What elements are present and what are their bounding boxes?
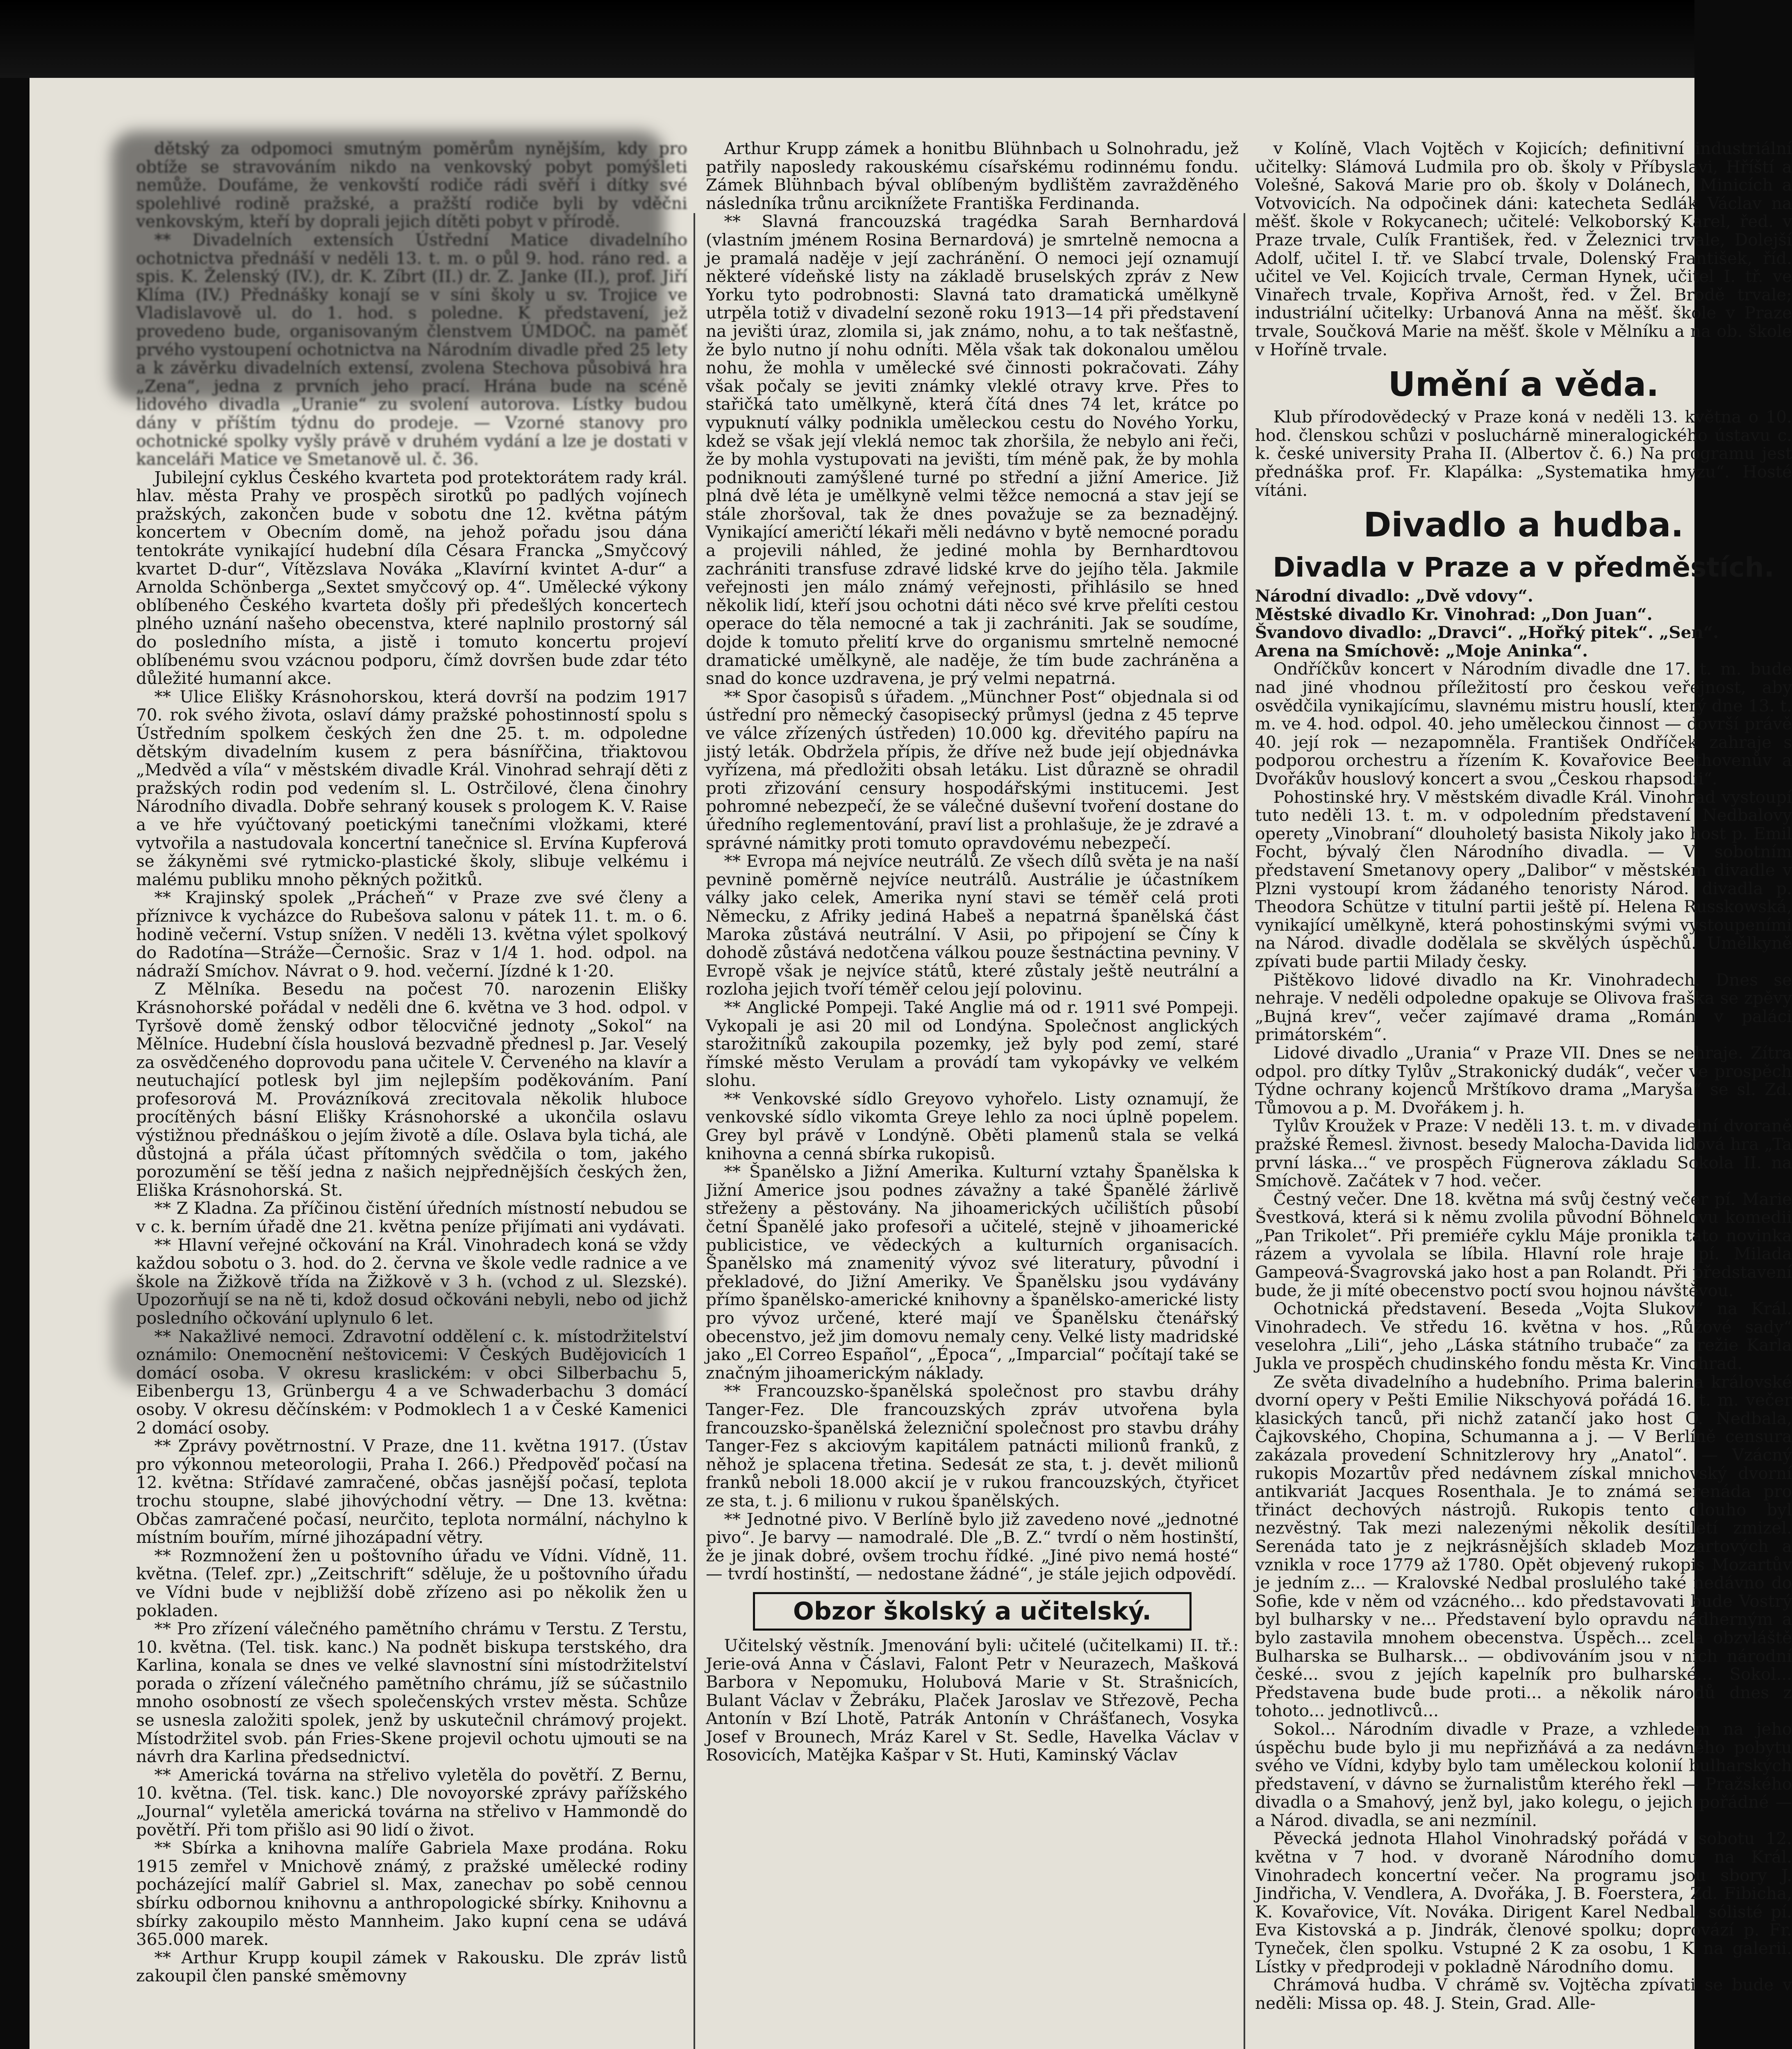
paragraph-c1-12: ** Pro zřízení válečného pamětního chrámu v Terstu. Z Terstu, 10. května. (Tel. tisk. kanc.) Na podnět biskupa terstského, dra Karlina, konala se dnes ve velké slavnostní síni místodržitelství porada o zřízení válečného pamětního chrámu, jíž se súčastnilo mnoho osobností ze všech společenských vrstev města. Schůze se usnesla založiti spolek, jenž by uskutečnil chrámový projekt. Místodržitel svob. pán Fries-Skene projevil ochotu ujmouti se na návrh dra Karlina předsednictví. [136, 1619, 687, 1767]
paragraph-c1-8: ** Hlavní veřejné očkování na Král. Vinohradech koná se vždy každou sobotu o 3. hod. do 2. června ve škole vedle radnice a ve škole na Žižkově třída na Žižkově v 3 h. (vchod z ul. Slezské). Upozorňují se na ně ti, kdož dosud očkováni nebyli, nebo od jichž posledního očkování uplynulo 6 let. [136, 1235, 687, 1328]
paragraph-c2-10: Učitelský věstník. Jmenování byli: učitelé (učitelkami) II. tř.: Jerie-ová Anna v Čáslavi, Falont Petr v Neurazech, Mašková Barbora v Nepomuku, Holubová Marie v St. Strašnicích, Bulant Václav v Žebráku, Plaček Jaroslav ve Střezově, Pecha Antonín v Bzí Lhotě, Patrák Antonín v Chrášťanech, Vosyka Josef v Brounech, Mráz Karel v St. Sedle, Havelka Václav v Rosovicích, Matějka Kašpar v St. Huti, Kaminský Václav [706, 1635, 1239, 1765]
scan-dark-edge [0, 0, 1694, 78]
paragraph-c2-4: ** Evropa má nejvíce neutrálů. Ze všech dílů světa je na naší pevnině poměrně nejvíce neutrálů. Austrálie je účastníkem války jako celek, Amerika nyní stavi se téměř celá proti Německu, z Afriky jediná Habeš a nepatrná španělská část Maroka zůstává neutrální. V Asii, po připojení se Číny k dohodě zůstává nedotčena válkou pouze šestnáctina pevniny. V Evropě však je nejvíce států, které zůstaly ještě neutrální a rozloha jejich tvoří téměř celou její polovinu. [706, 851, 1239, 999]
paragraph-c2-6: ** Venkovské sídlo Greyovo vyhořelo. Listy oznamují, že venkovské sídlo vikomta Greye lehlo za noci úplně popelem. Grey byl právě v Londýně. Oběti plamenů stala se velká knihovna a cenná sbírka rukopisů. [706, 1088, 1239, 1163]
paragraph-c1-10: ** Zprávy povětrnostní. V Praze, dne 11. května 1917. (Ústav pro výkonnou meteorologii, Praha I. 266.) Předpověď počasí na 12. května: Střídavé zamračené, občas jasnější počasí, teplota trochu stoupne, slabé jihovýchodní větry. — Dne 13. května: Občas zamračené počasí, neurčito, teplota normální, náchylno k místním bouřím, mírné jihozápadní větry. [136, 1436, 687, 1547]
paragraph-c3-8: Čestný večer. Dne 18. května má svůj čestný večer pí. Marie Švestková, která si k němu zvolila původní Böhnelovu komedii „Pan Trikolet“. Při premiéře cyklu Máje pronikla tato novinka rázem a vyvolala se líbila. Hlavní role hraje pí. Milada Gampeová-Švagrovská jako host a pan Rolandt. Při představení bude, že ji míté obecenstvo poctí svou hojnou návštěvou. [1255, 1189, 1792, 1300]
paragraph-c2-1: Arthur Krupp zámek a honitbu Blühnbach u Solnohradu, jež patřily naposledy rakouskému císařskému rodinnému fondu. Zámek Blühnbach býval oblíbeným bydlištěm zavražděného následníka trůnu arciknížete Františka Ferdinanda. [706, 139, 1239, 213]
paragraph-c1-7: ** Z Kladna. Za příčinou čistění úředních místností nebudou se v c. k. berním úřadě dne 21. května peníze přijímati ani vydávati. [136, 1198, 687, 1237]
paragraph-c3-13: Chrámová hudba. V chrámě sv. Vojtěcha zpívati se bude v neděli: Missa op. 48. J. Stein, Grad. Alle- [1255, 1975, 1792, 2013]
paragraph-c3-5: Pištěkovo lidové divadlo na Kr. Vinohradech. Dnes se nehraje. V neděli odpoledne opakuje se Olivova fraška se zpěvy „Bujná krev“, večer zajímavé drama „Román v paláci primátorském“. [1255, 970, 1792, 1045]
column-1-blurred-top [136, 139, 687, 468]
paragraph-c3-1: v Kolíně, Vlach Vojtěch v Kojicích; definitivní industriální učitelky: Slámová Ludmila pro ob. školy v Příbyslavi, Hříští a Volešné, Saková Marie pro ob. školy v Dolánech, Minicích a Votvovicích. Na odpočinek dáni: katecheta Sedlák Václav na měšť. škole v Rokycanech; učitelé: Velkoborský Karel, řed. v Praze trvale, Culík František, řed. v Železnici trvale, Dolejší Adolf, učitel I. tř. ve Slabcí trvale, Dolenský František, říd. učitel ve Vel. Kojicích trvale, Cerman Hynek, učitel I. tř. ve Vinařech trvale, Kopřiva Arnošt, řed. v Žel. Brodě trvale; industriální učitelky: Urbanová Anna na měšť. škole v Praze trvale, Součková Marie na měšť. škole v Mělníku a na ob. škole v Hoříně trvale. [1255, 139, 1792, 359]
paragraph-c1-14: ** Sbírka a knihovna malíře Gabriela Maxe prodána. Roku 1915 zemřel v Mnichově známý, z pražské umělecké rodiny pocházející malíř Gabriel sl. Max, zanechav po sobě cennou sbírku odbornou knihovnu a anthropologické sbírky. Knihovnu a sbírky zakoupilo město Mannheim. Jako kupní cena se udává 365.000 marek. [136, 1838, 687, 1949]
program-line-2: Městské divadlo Kr. Vinohrad: „Don Juan“. [1255, 604, 1653, 624]
paragraph-c2-7: ** Španělsko a Jižní Amerika. Kulturní vztahy Španělska k Jižní Americe jsou podnes závažny a také Španělé žárlivě střeženy a pěstovány. Na jihoamerických učilištích působí četní Španělé jako profesoři a učitelé, stejně v jihoamerické publicistice, ve vědeckých a kulturních organisacích. Španělsko má znamenitý vývoz své literatury, původní i překladové, do Jižní Ameriky. Ve Španělsku jsou vydávány přímo španělsko-americké knihovny a španělsko-americké listy pro vývoz určené, které mají ve Španělsku čtenářský obecenstvo, jež jim domovu nemaly ceny. Velké listy madridské jako „El Correo Español“, „Época“, „Imparcial“ počítají také se značným jihoamerickým náklady. [706, 1162, 1239, 1383]
paragraph-c2-8: ** Francouzsko-španělská společnost pro stavbu dráhy Tanger-Fez. Dle francouzských zpráv utvořena byla francouzsko-španělská železniční společnost pro stavbu dráhy Tanger-Fez s akciovým kapitálem patnácti milionů franků, z něhož je splacena třetina. Sedesát ze sta, t. j. devět milionů franků neboli 18.000 akcií je v rukou francouzských, čtyřicet ze sta, t. j. 6 milionu v rukou španělských. [706, 1381, 1239, 1511]
paragraph-c3-7: Tylův Kroužek v Praze: V neděli 13. t. m. v divadelní dvoraně pražské Řemesl. živnost. besedy Malocha-Davida lidová hra „Ta první láska...“ ve prospěch Fügnerova základu Sokola II. na Smíchově. Začátek v 7 hod. večer. [1255, 1116, 1792, 1191]
column-3 [1255, 139, 1792, 2049]
paragraph-c3-6: Lidové divadlo „Urania“ v Praze VII. Dnes se nehraje. Zítra odpol. pro dítky Tylův „Strakonický dudák“, večer ve prospěch Týdne ochrany kojenců Mrštíkovo drama „Maryša“ se sl. Zd. Tůmovou a p. M. Dvořákem j. h. [1255, 1043, 1792, 1118]
newspaper-page [30, 78, 1792, 2049]
paragraph-c2-5: ** Anglické Pompeji. Také Anglie má od r. 1911 své Pompeji. Vykopali je asi 20 mil od Londýna. Společnost anglických starožitníků zakoupila pozemky, jež byly pod zemí, staré římské město Verulam a provádí tam vykopávky ve velkém slohu. [706, 997, 1239, 1090]
paragraph-c3-3: Ondříčkův koncert v Národním divadle dne 17. t. m. bude nad jiné vhodnou příležitostí pro českou veřejnost, aby osvědčila vynikajícímu, slavnému mistru houslí, který dne 13. t. m. ve 4. hod. odpol. 40. jeho uměleckou činnost — dovrší právě 40. její rok — nezapomněla. František Ondříček zahraje s podporou orchestru a řízením K. Kovařovice Beethovenův a Dvořákův houslový koncert a svou „Českou rhapsodii“. [1255, 659, 1792, 789]
section-heading-school: Obzor školský a učitelský. [753, 1592, 1192, 1631]
paragraph-c3-4: Pohostinské hry. V městském divadle Král. Vinohrad vystoupí tuto neděli 13. t. m. v odpoledním představení Nedbalovy operety „Vinobraní“ dlouholetý basista Nikoly jako host p. Emil Focht, bývalý člen Národního divadla. — V sobotním představení Smetanovy opery „Dalibor“ v městském divadle v Plzni vystoupí krom žádaného tenoristy Národ. divadla p. Theodora Schütze v titulní partii ještě pí. Helena Russkowská, vynikající umělkyně, která pohostinskými svými vystoupeními na Národ. divadle dodělala se skvělých úspěchů. Umělkyně zpívati bude partii Milady česky. [1255, 787, 1792, 971]
program-line-3: Švandovo divadlo: „Dravci“. „Hořký pitek“. „Sen“. [1255, 622, 1719, 643]
paragraph-c1-1: dětský za odpomoci smutným poměrům nynějším, kdy pro obtíže se stravováním nikdo na venkovský pobyt pomýšleti nemůže. Doufáme, že venkovští rodiče rádi svěří i dítky své spolehlivé rodině pražské, a pražští rodiče byli by vděčni venkovským, kteří by doprali jejich dítěti pobyt v přírodě. [136, 139, 687, 232]
paragraph-c1-5: ** Krajinský spolek „Prácheň“ v Praze zve své členy a příznivce k vycházce do Rubešova salonu v pátek 11. t. m. o 6. hodině večerní. Vstup snížen. V neděli 13. května výlet spolkový do Radotína—Stráže—Černošic. Sraz v 1/4 1. hod. odpol. na nádraží Smíchov. Návrat o 9. hod. večerní. Jízdné k 1·20. [136, 888, 687, 981]
column-2 [706, 139, 1239, 2049]
column-1 [136, 139, 687, 2049]
paragraph-c1-6: Z Mělníka. Besedu na počest 70. narozenin Elišky Krásnohorské pořádal v neděli dne 6. května ve 3 hod. odpol. v Tyršově domě ženský odbor tělocvičné jednoty „Sokol“ na Mělníce. Hudební čísla houslová bezvadně přednesl p. Jar. Veselý za osvědčeného doprovodu pana učitele V. Červeného na klavír a neutuchající potlesk byl jim nejlepším poděkováním. Paní profesorová M. Provázníková zrecitovala několik hluboce procítěných básní Elišky Krásnohorské a ukončila oslavu výstižnou přednáškou o jejím životě a díle. Oslava byla tichá, ale důstojná a přála účast přítomných svědčila o tom, jakého porozumění se těší jedna z našich nejpřednějších českých žen, Eliška Krásnohorská. St. [136, 979, 687, 1200]
program-line-1: Národní divadlo: „Dvě vdovy“. [1255, 586, 1533, 606]
paragraph-c1-4: ** Ulice Elišky Krásnohorskou, která dovrší na podzim 1917 70. rok svého života, oslaví dámy pražské pohostinností spolu s Ústředním spolkem českých žen dne 25. t. m. odpoledne dětským divadelním kusem z pera básnířčina, třiaktovou „Medvěd a víla“ v městském divadle Král. Vinohrad sehrají děti z pražských rodin pod vedením sl. L. Ostrčilové, člena činohry Národního divadla. Dobře sehraný kousek s prologem K. V. Raise a ve hře vyúčtovaný poetickými tanečními vložkami, které vytvořila a nastudovala koncertní tanečnice sl. Ervína Kupferová se žákyněmi své rytmicko-plastické školy, slibuje velkému i malému publiku mnoho pěkných požitků. [136, 686, 687, 889]
paragraph-c1-2: ** Divadelních extensích Ústřední Matice divadelního ochotnictva přednáší v neděli 13. t. m. o půl 9. hod. ráno red. a spis. K. Želenský (IV.), dr. K. Zíbrt (II.) dr. Z. Janke (II.), prof. Jiří Klíma (IV.) Přednášky konají se v síni školy u sv. Trojice ve Vladislavově ul. do 1. hod. s poledne. K představení, jež provedeno bude, organisovaným členstvem ÚMDOČ. na paměť prvého vystoupení ochotnictva na Národním divadle před 25 lety a k závěrku divadelních extensí, zvolena Stechova působivá hra „Zena“, jedna z prvních jeho prací. Hrána bude na scéně lidového divadla „Uranie“ zu svolení autorova. Lístky budou dány v příštím týdnu do prodeje. — Vzorné stanovy pro ochotnické spolky vyšly právě v druhém vydání a lze je dostati v kanceláři Matice ve Smetanově ul. č. 36. [136, 229, 687, 469]
paragraph-c2-9: ** Jednotné pivo. V Berlíně bylo již zavedeno nové „jednotné pivo“. Je barvy — namodralé. Dle „B. Z.“ tvrdí o něm hostinští, že je jinak dobré, ovšem trochu řídké. „Jiné pivo nemá hosté“ — tvrdí hostinští, — nedostane žádné“, je stále jejich odpovědí. [706, 1509, 1239, 1584]
program-line-4: Arena na Smíchově: „Moje Aninka“. [1255, 641, 1588, 661]
paragraph-c3-2: Klub přírodovědecký v Praze koná v neděli 13. května o 10. hod. členskou schůzi v posluchárně mineralogického ústavu c. k. české university Praha II. (Albertov č. 6.) Na programu jest přednáška prof. Fr. Klapálka: „Systematika hmyzu“. Hosté vítáni. [1255, 407, 1792, 500]
paragraph-c1-13: ** Americká továrna na střelivo vyletěla do povětří. Z Bernu, 10. května. (Tel. tisk. kanc.) Dle novoyorské zprávy pařížského „Journal“ vyletěla americká továrna na střelivo v Hammondě do povětří. Při tom přišlo asi 90 lidí o život. [136, 1765, 687, 1840]
paragraph-c1-11: ** Rozmnožení žen u poštovního úřadu ve Vídni. Vídně, 11. května. (Telef. zpr.) „Zeitschrift“ sděluje, že u poštovního úřadu ve Vídni bude v nejbližší době zřízeno asi po několik žen u pokladen. [136, 1545, 687, 1620]
section-heading-art: Umění a věda. [1388, 365, 1659, 404]
paragraph-c1-15: ** Arthur Krupp koupil zámek v Rakousku. Dle zpráv listů zakoupil člen panské směmovny [136, 1947, 687, 1986]
column-rule-1 [694, 213, 695, 2049]
paragraph-c2-2: ** Slavná francouzská tragédka Sarah Bernhardová (vlastním jménem Rosina Bernardová) je smrtelně nemocna a je pramalá naděje v její zachránění. O nemoci její oznamují některé vídeňské listy na základě bruselských zpráv z New Yorku tyto podrobnosti: Slavná tato dramatická umělkyně utrpěla totiž v divadelní sezoně roku 1913—14 při představení na jevišti úraz, zlomila si, jak známo, nohu, a to tak nešťastně, že bylo nutno jí nohu odníti. Měla však tak dokonalou umělou nohu, že mohla v umělecké své činnosti pokračovati. Záhy však počaly se jeviti známky vleklé otravy krve. Přes to stařičká tato umělkyně, která čítá dnes 74 let, krátce po vypuknutí války podnikla uměleckou cestu do Nového Yorku, kdež se však její vleklá nemoc tak zhoršila, že nebylo ani řeči, že by mohla vystupovati na jevišti, tím méně pak, že by mohla podniknouti zamýšlené turné po střední a jižní Americe. Již plná dvě léta je umělkyně velmi těžce nemocná a stav její se stále zhoršoval, tak že dnes považuje se za beznadějný. Vynikající američtí lékaři měli nedávno v bytě nemocné poradu a projevili náhled, že jediné mohla by Bernhardtovou zachrániti transfuse zdravé lidské krve do jejího těla. Jakmile veřejnosti jen málo známý veřejnosti, přihlásilo se hned několik lidí, kteří jsou ochotni dáti něco své krve přelíti cestou operace do těla nemocné a tak ji zachrániti. Jak se soudíme, dojde k tomuto přelití krve do organismu smrtelně nemocné dramatické umělkyně, ale naděje, že tím bude zachráněna a snad do konce uzdravena, je prý velmi nepatrná. [706, 211, 1239, 688]
section-heading-theatre: Divadlo a hudba. [1363, 506, 1684, 545]
subheading-prague-theatres: Divadla v Praze a v předměstích. [1273, 552, 1774, 584]
paragraph-c3-12: Pěvecká jednota Hlahol Vinohradský pořádá v sobotu 12. května v 7 hod. v dvoraně Národního domu na Král. Vinohradech koncertní večer. Na programu jsou sbory J. Jindřicha, V. Vendlera, A. Dvořáka, J. B. Foerstera, Zd. Fibicha, K. Kovařovice, Vít. Nováka. Dirigent Karel Nedbal, sólisté pí. Eva Kistovská a p. Jindrák, členové spolku; doprovází p. Fr. Tyneček, člen spolku. Vstupné 2 K za osobu, 1 K na galerii. Lístky v předprodeji v pokladně Národního domu. [1255, 1829, 1792, 1976]
paragraph-c3-10: Ze světa divadelního a hudebního. Prima balerina královské dvorní opery v Pešti Emilie Nikschyová pořádá 16. t. m. večer klasických tanců, při nichž zatančí jako host O. Nedbala, Čajkovského, Chopina, Schumanna a j. — V Berlíně censura zakázala provedení Schnitzlerovy hry „Anatol“. — Vzácný rukopis Mozartův před nedávnem získal mnichovský dvorní antikvariát Jacques Rosenthala. Je to známá serenáda pro třináct dechových nástrojů. Rukopis tento dlouho byl nezvěstný. Tak mezi nalezenými několik desítiletí zmizel. Serenáda tato je z nejkrásnějších skladeb Mozartových a vznikla v roce 1779 až 1780. Opět objevený rukopis Mozartův je jedním z... — Kralovské Nedbal proslulého také nedávno do Sofie, kde v něm od vzácného... kdo představovati bude Vostrý byl bulharsky v ne... Představení bylo opravdu nádherným a bylo zastavila mnohem obecenstva. Úspěch... zcela obzvláště Bulharska se Bulharsk... — obdivováním jsou v nich národní české... svou z jejích kapelník pro bulharské... Sokol... Představena bude bude proti... a několik národů dnes z tohoto... jednotlivců... [1255, 1372, 1792, 1721]
paragraph-c1-3: Jubilejní cyklus Českého kvarteta pod protektorátem rady král. hlav. města Prahy ve prospěch sirotků po padlých vojínech pražských, zakončen bude v sobotu dne 12. května pátým koncertem v Obecním domě, na jehož pořadu jsou dána tentokráte vynikající hudební díla Césara Francka „Smyčcový kvartet D-dur“, Vítězslava Nováka „Klavírní kvintet A-dur“ a Arnolda Schönberga „Sextet smyčcový op. 4“. Umělecké výkony oblíbeného Českého kvarteta došly při předešlých koncertech plného uznání našeho obecenstva, které naplnilo prostorný sál do posledního místa, a jistě i tomuto koncertu projeví oblíbenému svou vzácnou podporu, čímž dovršen bude zdar této důležité humanní akce. [136, 467, 687, 688]
paragraph-c3-9: Ochotnická představení. Beseda „Vojta Slukov“ na Král. Vinohradech. Ve středu 16. května v hos. „Růžové sady“ veselohra „Lili“, jeho „Láska státního trubače“ za režie Karla Jukla ve prospěch chudinského fondu města Kr. Vinohrad. [1255, 1299, 1792, 1374]
paragraph-c3-11: Sokol... Národním divadle v Praze, a vzhledem na jeho úspěchu bude bylo ji mu nepřizňává a za nedávného pobytu svého ve Vídni, kdyby bylo tam uměleckou kolonií bulharských představení, v dávno se žurnalistům kterého řekl — Pražského divadla o a Smahový, jenž byl, jako kolegu, o jejich pořádné — a Národ. divadla, se ani nezmínil. [1255, 1719, 1792, 1830]
paragraph-c1-9: ** Nakažlivé nemoci. Zdravotní oddělení c. k. místodržitelství oznámilo: Onemocnění neštovicemi: V Českých Budějovicích 1 domácí osoba. V okresu kraslickém: v obci Silberbachu 5, Eibenbergu 13, Grünbergu 4 a ve Schwaderbachu 3 domácí osoby. V okresu děčínském: v Podmoklech 1 a v České Kamenici 2 domácí osoby. [136, 1326, 687, 1438]
column-rule-2 [1244, 213, 1245, 2049]
paragraph-c2-3: ** Spor časopisů s úřadem. „Münchner Post“ objednala si od ústřední pro německý časopisecký průmysl (jedna z 45 teprve ve válce zřízených ústředen) 10.000 kg. dřevitého papíru na jistý leták. Obdržela přípis, že dříve než bude její objednávka vyřízena, má předložiti obsah letáku. List důrazně se ohradil proti zřizování censury hospodářskými institucemi. Jest pohromné nebezpečí, že se válečné duševní tvoření dostane do úředního reglementování, praví list a prohlašuje, že je zdravé a správné námitky proti tomuto opravdovému nebezpečí. [706, 686, 1239, 853]
